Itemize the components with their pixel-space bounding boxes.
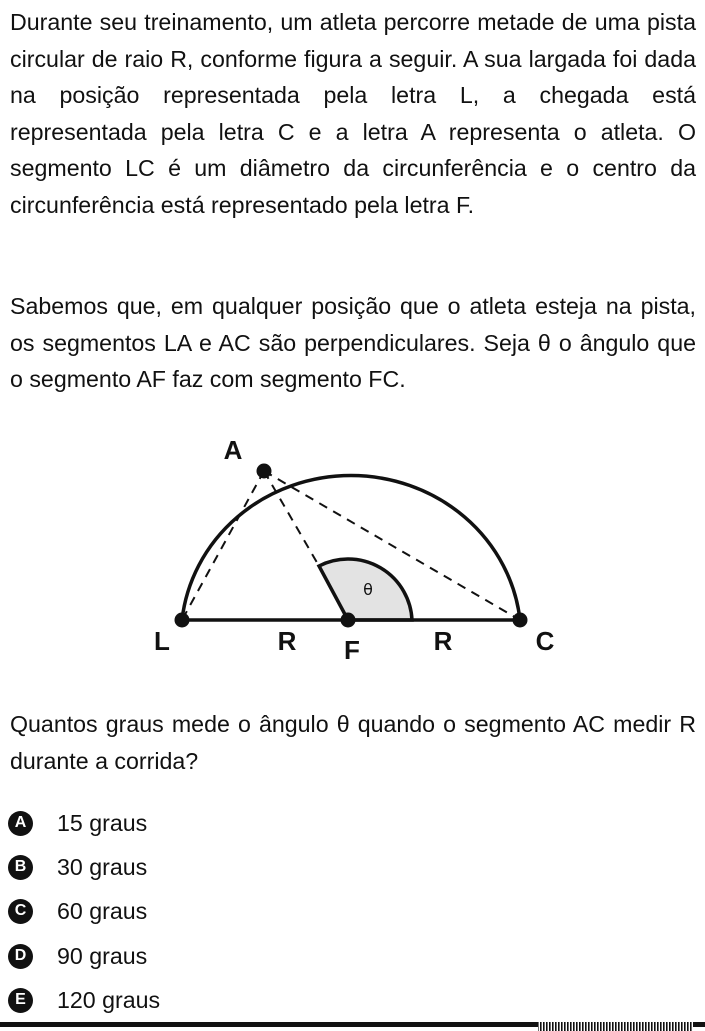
label-a: A xyxy=(223,435,243,465)
option-c-text: 60 graus xyxy=(57,897,148,924)
label-f: F xyxy=(344,635,360,665)
option-e-text: 120 graus xyxy=(57,986,161,1013)
option-c[interactable] xyxy=(8,896,147,926)
point-f xyxy=(341,613,356,628)
option-b-text: 30 graus xyxy=(57,853,148,880)
question-paragraph-2: Sabemos que, em qualquer posição que o atleta esteja na pista, os segmentos LA e AC são perpendiculares. Seja θ o ângulo que o segmento AF faz com segmento FC. xyxy=(10,293,696,393)
option-c-letter-badge: C xyxy=(8,899,33,924)
label-r-left: R xyxy=(277,626,297,656)
label-theta: θ xyxy=(363,580,373,599)
footer-solid-rule xyxy=(0,1022,538,1027)
point-a xyxy=(257,464,272,479)
footer-end-block xyxy=(693,1022,705,1027)
label-c: C xyxy=(535,626,555,656)
footer-tick-rule xyxy=(538,1022,693,1031)
option-b-letter-badge: B xyxy=(8,855,33,880)
option-d[interactable] xyxy=(8,941,147,971)
semicircle-figure xyxy=(0,420,705,680)
point-l xyxy=(175,613,190,628)
footer-divider xyxy=(0,1022,705,1031)
option-d-letter-badge: D xyxy=(8,944,33,969)
option-d-text: 90 graus xyxy=(57,942,148,969)
question-paragraph-1: Durante seu treinamento, um atleta percorre metade de uma pista circular de raio R, conforme figura a seguir. A sua largada foi dada na posição representada pela letra L, a chegada está representada pela letra C e a letra A representa o atleta. O segmento LC é um diâmetro da circunferência e o centro da circunferência está representado pela letra F. xyxy=(10,9,696,218)
option-a-text: 15 graus xyxy=(57,809,148,836)
point-c xyxy=(513,613,528,628)
segment-la xyxy=(182,471,264,620)
option-b[interactable] xyxy=(8,852,147,882)
option-a[interactable] xyxy=(8,808,147,838)
question-prompt: Quantos graus mede o ângulo θ quando o segmento AC medir R durante a corrida? xyxy=(10,711,696,774)
option-e[interactable] xyxy=(8,985,160,1015)
label-l: L xyxy=(154,626,170,656)
option-e-letter-badge: E xyxy=(8,988,33,1013)
label-r-right: R xyxy=(433,626,453,656)
option-a-letter-badge: A xyxy=(8,811,33,836)
